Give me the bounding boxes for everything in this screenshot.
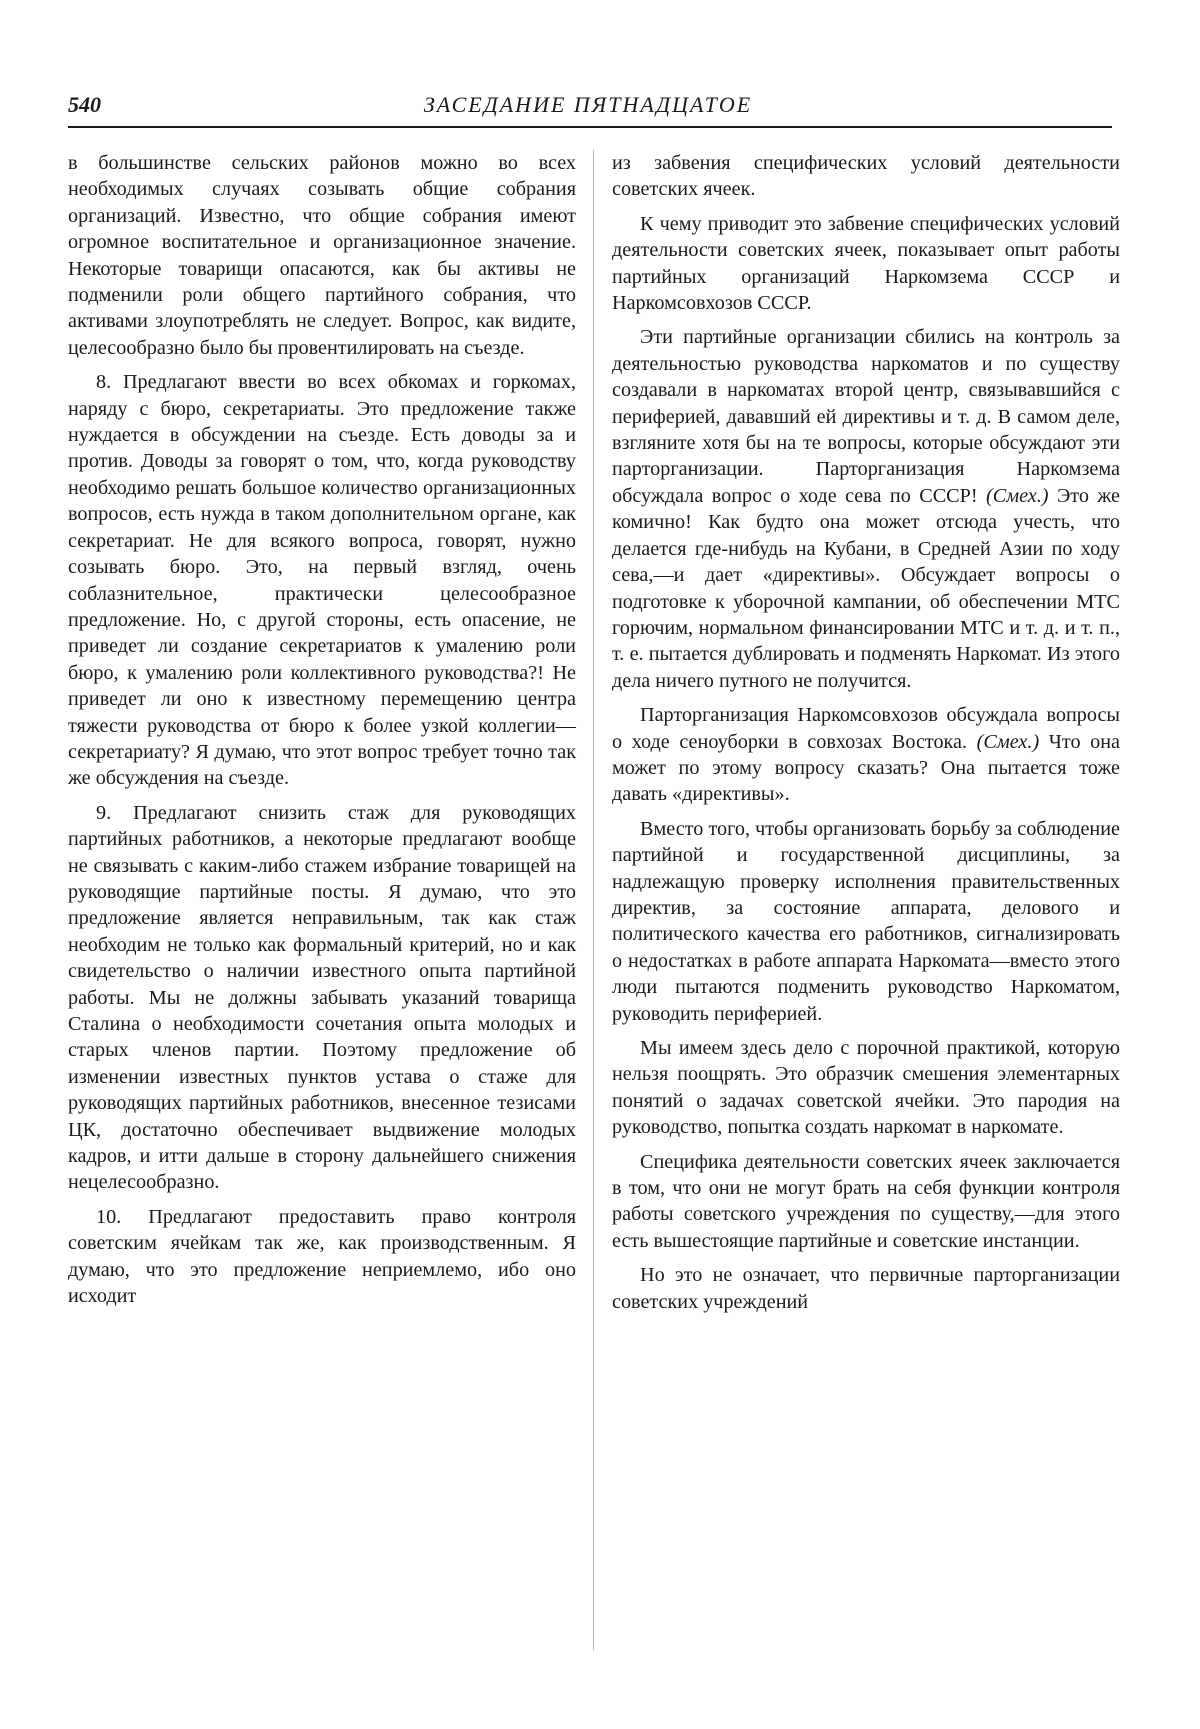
paragraph-text: Эти партийные организации сбились на контроль за деятельностью руководства наркоматов и по существу создавали в наркоматах второй центр, связывавшийся с периферией, дававший ей директивы и т. д. В самом деле, взгляните хотя бы на те вопросы, которые обсуждают эти парторганизации. Парторганизация Наркомзема обсуждала вопрос о ходе сева по СССР! bbox=[612, 326, 1120, 507]
paragraph: 10. Предлагают предоставить право контроля советским ячейкам так же, как производственным. Я думаю, что это предложение неприемлемо, ибо оно исходит bbox=[68, 1205, 576, 1308]
paragraph-text: Это же комично! Как будто она может отсюда учесть, что делается где-нибудь на Кубани, в Средней Азии по ходу сева,—и дает «директивы». Обсуждает вопросы о подготовке к уборочной кампании, об обеспечении МТС горючим, нормальном финансировании МТС и т. д. и т. п., т. е. пытается дублировать и подменять Наркомат. Из этого дела ничего путного не получится. bbox=[612, 484, 1121, 692]
paragraph-text: Что она может по этому вопросу сказать? Она пытается тоже давать «директивы». bbox=[612, 730, 1120, 806]
paragraph: из забвения специфических условий деятельности советских ячеек. bbox=[612, 152, 1120, 201]
paragraph: Вместо того, чтобы организовать борьбу за соблюдение партийной и государственной дисциплины, за надлежащую проверку исполнения правительственных директив, за состояние аппарата, делового и политического качества его работников, сигнализировать о недостатках в работе аппарата Наркомата—вместо этого люди пытаются подменить руководство Наркоматом, руководить периферией. bbox=[612, 817, 1120, 1025]
page-number: 540 bbox=[68, 92, 101, 117]
running-title: ЗАСЕДАНИЕ ПЯТНАДЦАТОЕ bbox=[423, 92, 753, 117]
paragraph: Мы имеем здесь дело с порочной практикой, которую нельзя поощрять. Это образчик смешения элементарных понятий о задачах советской ячейки. Это пародия на руководство, попытка создать наркомат в наркомате. bbox=[612, 1037, 1120, 1139]
laughter-remark: (Смех.) bbox=[986, 484, 1049, 507]
paragraph: К чему приводит это забвение специфических условий деятельности советских ячеек, показывает опыт работы партийных организаций Наркомзема СССР и Наркомсовхозов СССР. bbox=[612, 212, 1120, 315]
paragraph: Специфика деятельности советских ячеек заключается в том, что они не могут брать на себя функции контроля работы советского учреждения по существу,—для этого есть вышестоящие партийные и советские инстанции. bbox=[612, 1150, 1120, 1252]
left-column bbox=[68, 150, 576, 1317]
column-divider bbox=[593, 150, 594, 1650]
paragraph: Но это не означает, что первичные парторганизации советских учреждений bbox=[612, 1264, 1120, 1313]
header-rule bbox=[68, 126, 1112, 128]
paragraph bbox=[612, 702, 1120, 808]
paragraph-text: Парторганизация Наркомсовхозов обсуждала вопросы о ходе сеноуборки в совхозах Востока. bbox=[612, 704, 1120, 753]
right-column bbox=[612, 150, 1120, 1323]
paragraph: в большинстве сельских районов можно во всех необходимых случаях созывать общие собрания организаций. Известно, что общие собрания имеют огромное воспитательное и организационное значение. Некоторые товарищи опасаются, как бы активы не подменили роли общего партийного собрания, что активами злоупотреблять не следует. Вопрос, как видите, целесообразно было бы провентилировать на съезде. bbox=[68, 152, 576, 359]
paragraph: 9. Предлагают снизить стаж для руководящих партийных работников, а некоторые предлагают вообще не связывать с каким-либо стажем избрание товарищей на руководящие партийные посты. Я думаю, что это предложение является неправильным, так как стаж необходим не только как формальный критерий, но и как свидетельство о наличии известного опыта партийной работы. Мы не должны забывать указаний товарища Сталина о необходимости сочетания опыта молодых и старых членов партии. Поэтому предложение об изменении известных пунктов устава о стаже для руководящих партийных работников, внесенное тезисами ЦК, достаточно обеспечивает выдвижение молодых кадров, и итти дальше в сторону дальнейшего снижения нецелесообразно. bbox=[68, 801, 576, 1194]
laughter-remark: (Смех.) bbox=[976, 730, 1040, 753]
page-header bbox=[68, 92, 1108, 126]
paragraph: 8. Предлагают ввести во всех обкомах и горкомах, наряду с бюро, секретариаты. Это предложение также нуждается в обсуждении на съезде. Есть доводы за и против. Доводы за говорят о том, что, когда руководству необходимо решать большое количество организационных вопросов, есть нужда в таком дополнительном органе, как секретариат. Не для всякого вопроса, говорят, нужно созывать бюро. Это, на первый взгляд, очень соблазнительное, практически целесообразное предложение. Но, с другой стороны, есть опасение, не приведет ли создание секретариатов к умалению роли бюро, к умалению роли коллективного руководства?! Не приведет ли оно к известному перемещению центра тяжести руководства от бюро к более узкой коллегии—секретариату? Я думаю, что этот вопрос требует точно так же обсуждения на съезде. bbox=[68, 371, 576, 790]
paragraph bbox=[612, 324, 1120, 694]
